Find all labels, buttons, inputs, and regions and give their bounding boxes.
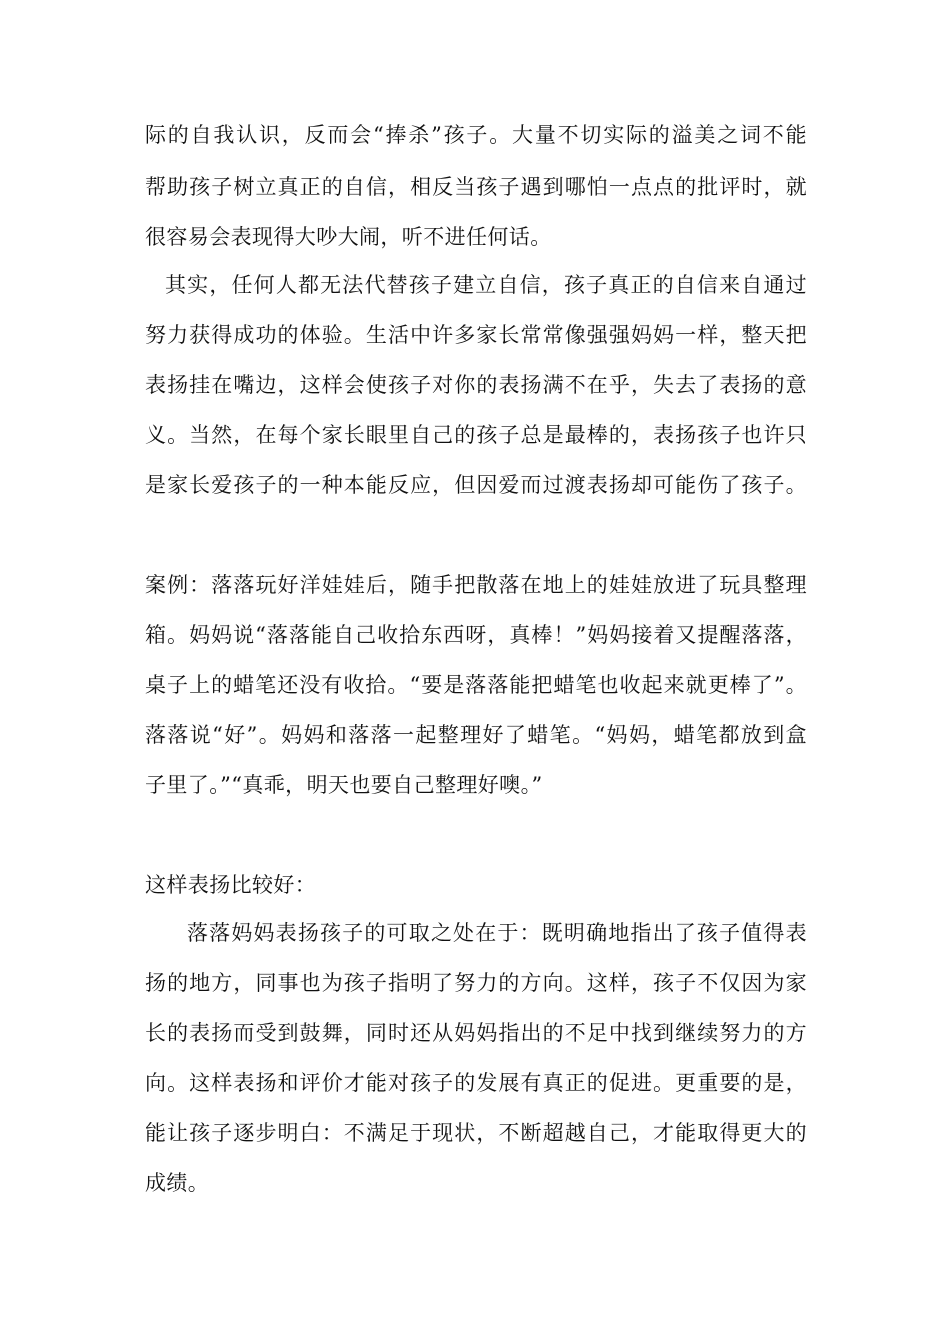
paragraph-3-line-4: 向。这样表扬和评价才能对孩子的发展有真正的促进。更重要的是， <box>145 1071 807 1095</box>
paragraph-2-line-5: 是家长爱孩子的一种本能反应，但因爱而过渡表扬却可能伤了孩子。 <box>145 473 807 497</box>
case-line-1: 案例：落落玩好洋娃娃后，随手把散落在地上的娃娃放进了玩具整理 <box>145 573 807 597</box>
paragraph-3-line-5: 能让孩子逐步明白：不满足于现状，不断超越自己，才能取得更大的 <box>145 1121 807 1145</box>
paragraph-1-line-1: 际的自我认识，反而会“捧杀”孩子。大量不切实际的溢美之词不能 <box>145 123 807 147</box>
case-line-3: 桌子上的蜡笔还没有收拾。“要是落落能把蜡笔也收起来就更棒了”。 <box>145 673 807 697</box>
case-line-4: 落落说“好”。妈妈和落落一起整理好了蜡笔。“妈妈，蜡笔都放到盒 <box>145 723 807 747</box>
case-line-2: 箱。妈妈说“落落能自己收拾东西呀，真棒！”妈妈接着又提醒落落， <box>145 623 807 647</box>
paragraph-3-line-3: 长的表扬而受到鼓舞，同时还从妈妈指出的不足中找到继续努力的方 <box>145 1021 807 1045</box>
paragraph-3-line-1: 落落妈妈表扬孩子的可取之处在于：既明确地指出了孩子值得表 <box>187 921 807 945</box>
paragraph-1-line-3: 很容易会表现得大吵大闹，听不进任何话。 <box>145 225 552 249</box>
paragraph-3-line-2: 扬的地方，同事也为孩子指明了努力的方向。这样，孩子不仅因为家 <box>145 971 807 995</box>
paragraph-2-line-3: 表扬挂在嘴边，这样会使孩子对你的表扬满不在乎，失去了表扬的意 <box>145 373 807 397</box>
paragraph-3-line-6: 成绩。 <box>145 1171 210 1195</box>
paragraph-2-line-2: 努力获得成功的体验。生活中许多家长常常像强强妈妈一样，整天把 <box>145 323 807 347</box>
paragraph-1-line-2: 帮助孩子树立真正的自信，相反当孩子遇到哪怕一点点的批评时，就 <box>145 175 807 199</box>
section-heading: 这样表扬比较好： <box>145 873 317 897</box>
case-line-5: 子里了。”“真乖，明天也要自己整理好噢。” <box>145 773 543 797</box>
paragraph-2-line-1: 其实，任何人都无法代替孩子建立自信，孩子真正的自信来自通过 <box>165 273 807 297</box>
paragraph-2-line-4: 义。当然，在每个家长眼里自己的孩子总是最棒的，表扬孩子也许只 <box>145 423 807 447</box>
